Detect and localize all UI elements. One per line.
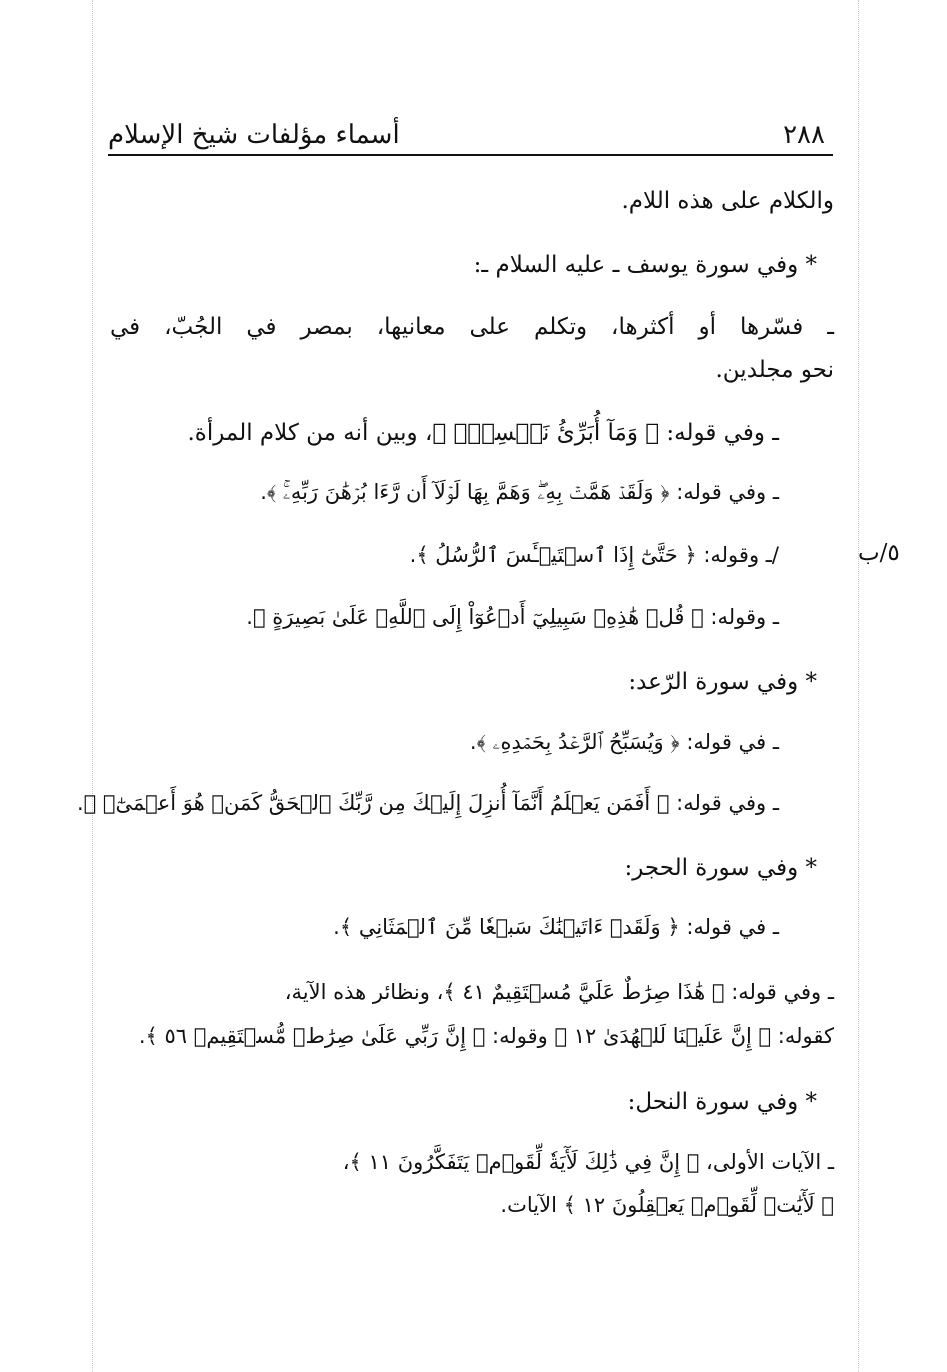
running-header: [108, 110, 833, 156]
section-heading: * وفي سورة الرّعد:: [628, 669, 817, 695]
section-heading: * وفي سورة يوسف ـ عليه السلام ـ:: [473, 252, 817, 278]
quran-citation-line: كقوله: ﴿ إِنَّ عَلَيۡنَا لَلۡهُدَىٰ ١٢ ﴾ وقوله: ﴿ إِنَّ رَبِّي عَلَىٰ صِرَٰطٖ مُّسۡتَقِيمٖ ٥٦ ﴾.: [138, 1024, 834, 1048]
text-line: والكلام على هذه اللام.: [621, 188, 834, 214]
quran-citation-line: ـ في قوله: ﴿ وَيُسَبِّحُ ٱلرَّعۡدُ بِحَمۡدِهِۦ ﴾.: [469, 730, 779, 754]
quran-citation-line: ـ وفي قوله: ﴿ وَلَقَدۡ هَمَّتۡ بِهِۦۖ وَهَمَّ بِهَا لَوۡلَآ أَن رَّءَا بُرۡهَٰنَ رَبِّهِۦۚ ﴾.: [260, 480, 779, 504]
quran-citation-line: ـ وفي قوله: ﴿ هَٰذَا صِرَٰطٌ عَلَيَّ مُسۡتَقِيمٌ ٤١ ﴾، ونظائر هذه الآية،: [284, 980, 834, 1004]
page-number: ٢٨٨: [783, 120, 825, 150]
quran-citation-line: ـ الآيات الأولى، ﴿ إِنَّ فِي ذَٰلِكَ لَأٓيَةٗ لِّقَوۡمٖ يَتَفَكَّرُونَ ١١ ﴾،: [342, 1150, 834, 1174]
quran-citation-line: ـ في قوله: ﴿ وَلَقَدۡ ءَاتَيۡنَٰكَ سَبۡعٗا مِّنَ ٱلۡمَثَانِي ﴾.: [333, 915, 779, 939]
scan-guide-line: [858, 0, 859, 1372]
quran-citation-line: ـ وفي قوله: ﴿ وَمَآ أُبَرِّئُ نَفۡسِيٓۚ ﴾، وبين أنه من كلام المرأة.: [187, 420, 779, 446]
text-line: نحو مجلدين.: [715, 357, 834, 383]
section-heading: * وفي سورة الحجر:: [624, 855, 817, 881]
quran-citation-line: ـ وقوله: ﴿ قُلۡ هَٰذِهِۦ سَبِيلِيٓ أَدۡعُوٓاْ إِلَى ٱللَّهِۚ عَلَىٰ بَصِيرَةٍ ﴾.: [246, 605, 779, 629]
text-line: ـ فسّرها أو أكثرها، وتكلم على معانيها، بمصر في الجُبّ، في: [110, 314, 834, 340]
quran-citation-line: ﴿ لَأٓيَٰتٖ لِّقَوۡمٖ يَعۡقِلُونَ ١٢ ﴾ الآيات.: [500, 1193, 834, 1217]
quran-citation-line: ـ وفي قوله: ﴿ أَفَمَن يَعۡلَمُ أَنَّمَآ أُنزِلَ إِلَيۡكَ مِن رَّبِّكَ ٱلۡحَقُّ كَمَنۡ هُوَ أَعۡمَىٰٓۚ ﴾.: [76, 791, 779, 815]
scan-guide-line: [92, 0, 93, 1372]
section-heading: * وفي سورة النحل:: [627, 1089, 817, 1115]
quran-citation-line: /ـ وقوله: ﴿ حَتَّىٰٓ إِذَا ٱسۡتَيۡـَٔسَ ٱلرُّسُلُ ﴾.: [409, 543, 779, 567]
manuscript-folio-note: ٥/ب: [858, 540, 900, 566]
header-title: أسماء مؤلفات شيخ الإسلام: [108, 120, 400, 150]
